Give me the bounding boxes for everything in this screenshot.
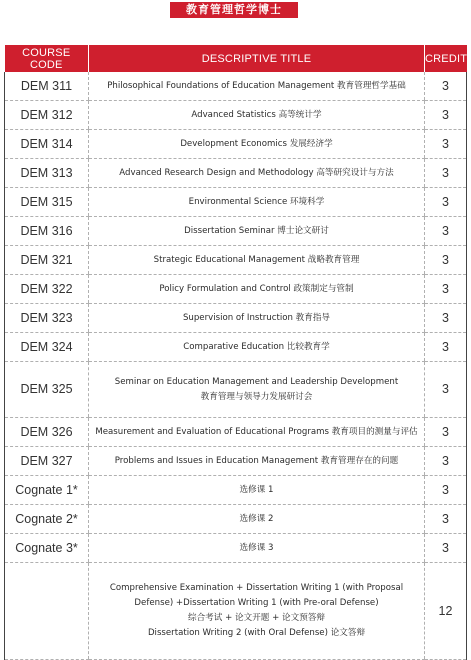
course-title-line: 选修课 1 [239,484,274,495]
credit-cell: 3 [425,72,467,101]
course-title-line: 综合考试 + 论文开题 + 论文预答辩 [187,613,326,623]
course-title-cell [89,418,425,447]
credit-cell: 3 [425,101,467,130]
course-title-cell [89,505,425,534]
course-title-line: Advanced Research Design and Methodology 高等研究设计与方法 [119,167,394,178]
course-title-cell [89,72,425,101]
course-code-cell: DEM 327 [5,447,89,476]
table-row [5,476,467,505]
table-header-row [5,45,467,72]
course-title-cell [89,159,425,188]
course-title-line: Seminar on Education Management and Leadership Development [114,376,399,387]
course-title-line: Policy Formulation and Control 政策制定与管制 [159,283,354,294]
course-code-cell: DEM 313 [5,159,89,188]
credit-cell: 3 [425,333,467,362]
course-code-cell: DEM 321 [5,246,89,275]
course-title-line: Measurement and Evaluation of Educational Programs 教育项目的测量与评估 [95,426,418,437]
course-code-cell: DEM 312 [5,101,89,130]
course-title-cell [89,275,425,304]
table-row [5,72,467,101]
table-row [5,130,467,159]
credit-cell: 3 [425,505,467,534]
header-descriptive-title: DESCRIPTIVE TITLE [89,45,425,72]
course-title-line: Dissertation Writing 2 (with Oral Defense) 论文答辩 [147,628,366,638]
course-title-cell [89,534,425,563]
credit-cell: 3 [425,246,467,275]
credit-cell: 3 [425,447,467,476]
course-title-cell [89,246,425,275]
course-code-cell: DEM 315 [5,188,89,217]
course-title-line: 教育管理与领导力发展研讨会 [200,391,313,402]
course-title-cell [89,563,425,660]
course-title-cell [89,304,425,333]
course-code-cell: Cognate 2* [5,505,89,534]
credit-cell: 3 [425,275,467,304]
course-title-line: 选修课 3 [239,542,274,553]
table-row [5,101,467,130]
credit-cell: 3 [425,362,467,418]
table-row [5,275,467,304]
course-code-cell: DEM 325 [5,362,89,418]
course-title-cell [89,476,425,505]
credit-cell: 3 [425,188,467,217]
table-row [5,246,467,275]
table-row [5,333,467,362]
course-title-cell [89,333,425,362]
course-code-cell: Cognate 3* [5,534,89,563]
course-table [4,45,467,660]
course-code-cell: DEM 311 [5,72,89,101]
table-row [5,159,467,188]
course-title-cell [89,447,425,476]
course-title-line: Supervision of Instruction 教育指导 [182,312,331,323]
credit-cell: 3 [425,159,467,188]
course-code-cell: DEM 322 [5,275,89,304]
course-code-cell: DEM 316 [5,217,89,246]
credit-cell: 3 [425,418,467,447]
course-title-line: Environmental Science 环境科学 [188,196,325,207]
course-code-cell [5,563,89,660]
course-title-cell [89,101,425,130]
course-title-line: Comparative Education 比较教育学 [183,341,330,352]
course-title-cell [89,130,425,159]
course-code-cell: Cognate 1* [5,476,89,505]
course-title-line: 选修课 2 [239,513,274,524]
course-title-line: Problems and Issues in Education Management 教育管理存在的问题 [114,455,399,466]
program-title-banner: 教育管理哲学博士 [170,2,298,18]
course-title-line: Defense) +Dissertation Writing 1 (with Pre-oral Defense) [134,598,379,608]
table-row [5,563,467,660]
course-code-cell: DEM 324 [5,333,89,362]
credit-cell: 3 [425,476,467,505]
credit-cell: 12 [425,563,467,660]
course-title-line: Advanced Statistics 高等统计学 [191,109,322,120]
course-title-cell [89,217,425,246]
course-code-cell: DEM 314 [5,130,89,159]
table-row [5,505,467,534]
course-title-cell [89,188,425,217]
course-code-cell: DEM 326 [5,418,89,447]
course-table-body [5,72,467,660]
course-title-line: Comprehensive Examination + Dissertation Writing 1 (with Proposal [109,583,404,593]
table-row [5,188,467,217]
credit-cell: 3 [425,534,467,563]
course-title-line: Philosophical Foundations of Education Management 教育管理哲学基础 [107,80,406,91]
table-row [5,304,467,333]
table-row [5,534,467,563]
course-code-cell: DEM 323 [5,304,89,333]
course-title-line: Development Economics 发展经济学 [180,138,333,149]
course-title-line: Strategic Educational Management 战略教育管理 [153,254,360,265]
table-row [5,418,467,447]
header-course-code: COURSE CODE [5,45,89,72]
credit-cell: 3 [425,130,467,159]
course-title-line: Dissertation Seminar 博士论文研讨 [184,225,329,236]
table-row [5,217,467,246]
course-title-cell [89,362,425,418]
table-row [5,362,467,418]
table-row [5,447,467,476]
credit-cell: 3 [425,304,467,333]
header-credit: CREDIT [425,45,467,72]
credit-cell: 3 [425,217,467,246]
